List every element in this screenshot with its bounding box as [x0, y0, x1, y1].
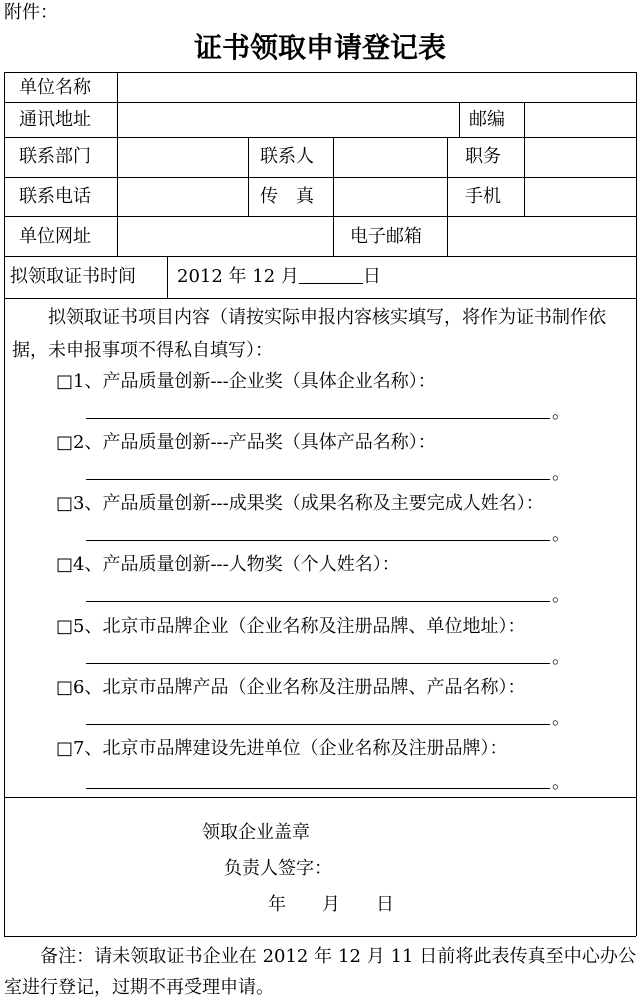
table-line [167, 256, 168, 298]
pickup-time-label: 拟领取证书时间 [10, 266, 136, 287]
phone-label: 联系电话 [19, 186, 91, 207]
contact-field[interactable] [334, 138, 446, 177]
address-field[interactable] [118, 103, 458, 137]
unit-name-label: 单位名称 [19, 77, 91, 98]
website-field[interactable] [118, 217, 332, 256]
period-mark: 。 [552, 772, 570, 793]
seal-label: 领取企业盖章 [202, 822, 310, 843]
pickup-time-field[interactable] [177, 266, 381, 288]
table-line [4, 936, 636, 937]
footer-note: 备注：请未领取证书企业在 2012 年 12 月 11 日前将此表传真至中心办公室进行登记，过期不再受理申请。 [4, 946, 636, 998]
table-line [459, 102, 460, 137]
period-mark: 。 [552, 708, 570, 729]
fill-line-1[interactable] [86, 418, 550, 419]
signature-field[interactable] [344, 855, 544, 883]
phone-field[interactable] [118, 178, 247, 216]
fill-line-2[interactable] [86, 479, 550, 480]
department-field[interactable] [118, 138, 247, 177]
award-item-4[interactable]: □4、产品质量创新---人物奖（个人姓名）： [56, 554, 400, 575]
award-item-3[interactable]: □3、产品质量创新---成果奖（成果名称及主要完成人姓名）： [56, 493, 544, 514]
mobile-field[interactable] [525, 178, 635, 216]
award-item-1[interactable]: □1、产品质量创新---企业奖（具体企业名称）： [56, 371, 436, 392]
pickup-time-suffix: 日 [362, 266, 381, 287]
signer-label: 负责人签字： [224, 858, 332, 879]
fill-line-6[interactable] [86, 724, 550, 725]
mobile-label: 手机 [465, 186, 501, 207]
award-item-7[interactable]: □7、北京市品牌建设先进单位（企业名称及注册品牌）： [56, 738, 508, 759]
table-line [248, 137, 249, 216]
department-label: 联系部门 [19, 146, 91, 167]
table-line [4, 298, 636, 299]
email-label: 电子邮箱 [350, 226, 422, 247]
content-intro: 拟领取证书项目内容（请按实际申报内容核实填写，将作为证书制作依据，未申报事项不得私自填写）： [12, 307, 606, 361]
address-label: 通讯地址 [19, 109, 91, 130]
position-label: 职务 [465, 146, 501, 167]
date-label: 年 月 日 [268, 894, 394, 915]
table-line [4, 72, 5, 936]
contact-label: 联系人 [260, 146, 314, 167]
award-item-2[interactable]: □2、产品质量创新---产品奖（具体产品名称）： [56, 432, 436, 453]
period-mark: 。 [552, 585, 570, 606]
period-mark: 。 [552, 463, 570, 484]
postcode-label: 邮编 [469, 109, 505, 130]
pickup-time-prefix: 2012 年 12 月 [177, 266, 299, 287]
award-item-6[interactable]: □6、北京市品牌产品（企业名称及注册品牌、产品名称）： [56, 677, 526, 698]
position-field[interactable] [525, 138, 635, 177]
award-item-5[interactable]: □5、北京市品牌企业（企业名称及注册品牌、单位地址）： [56, 616, 526, 637]
period-mark: 。 [552, 402, 570, 423]
fax-field[interactable] [334, 178, 446, 216]
fax-label: 传 真 [260, 186, 314, 207]
unit-name-field[interactable] [118, 73, 635, 102]
table-line [4, 797, 636, 798]
email-field[interactable] [448, 217, 635, 256]
table-line [4, 256, 636, 257]
fill-line-3[interactable] [86, 540, 550, 541]
page-title: 证书领取申请登记表 [193, 31, 446, 64]
period-mark: 。 [552, 647, 570, 668]
attachment-label: 附件： [4, 2, 58, 23]
fill-line-7[interactable] [86, 788, 550, 789]
fill-line-4[interactable] [86, 601, 550, 602]
postcode-field[interactable] [525, 103, 635, 137]
table-line [636, 72, 637, 936]
period-mark: 。 [552, 524, 570, 545]
website-label: 单位网址 [19, 226, 91, 247]
day-blank[interactable] [299, 267, 363, 284]
fill-line-5[interactable] [86, 663, 550, 664]
